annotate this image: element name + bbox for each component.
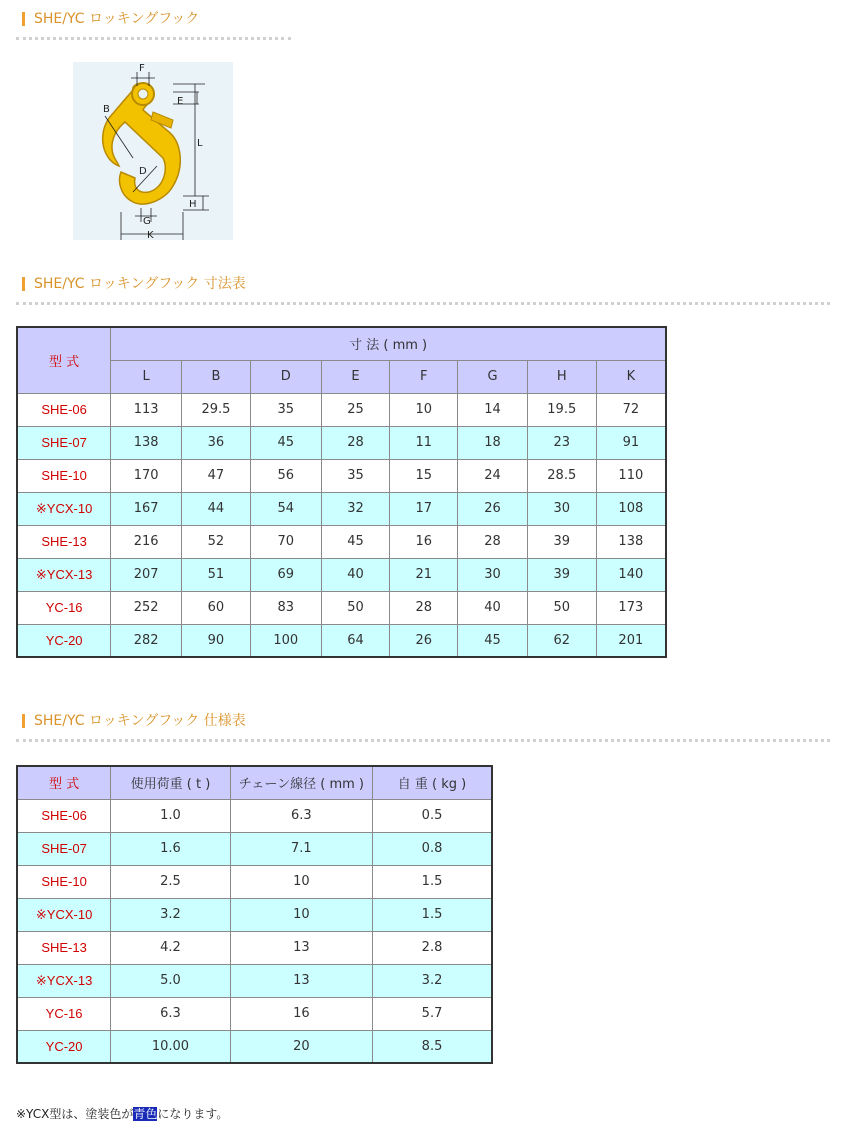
- divider: [16, 37, 291, 40]
- value-cell: 32: [321, 492, 390, 525]
- model-cell: SHE-10: [17, 459, 111, 492]
- model-cell: SHE-06: [17, 393, 111, 426]
- dimension-group-header: 寸 法 ( mm ): [111, 327, 666, 360]
- value-cell: 90: [182, 624, 251, 657]
- model-cell: YC-20: [17, 1030, 111, 1063]
- table-row: [17, 492, 666, 525]
- value-cell: 173: [596, 591, 666, 624]
- value-cell: 16: [390, 525, 458, 558]
- column-header-f: F: [390, 360, 458, 393]
- value-cell: 201: [596, 624, 666, 657]
- value-cell: 170: [111, 459, 182, 492]
- value-cell: 52: [182, 525, 251, 558]
- value-cell: 5.0: [111, 964, 231, 997]
- value-cell: 45: [321, 525, 390, 558]
- value-cell: 4.2: [111, 931, 231, 964]
- value-cell: 39: [527, 525, 596, 558]
- column-header-h: H: [527, 360, 596, 393]
- value-cell: 282: [111, 624, 182, 657]
- note-highlight: 青色: [133, 1107, 158, 1121]
- value-cell: 13: [230, 964, 372, 997]
- model-cell: ※YCX-13: [17, 558, 111, 591]
- value-cell: 17: [390, 492, 458, 525]
- value-cell: 45: [250, 426, 321, 459]
- dim-label-h: H: [189, 199, 197, 210]
- value-cell: 11: [390, 426, 458, 459]
- column-header: 自 重 ( kg ): [373, 766, 492, 799]
- table-row: [17, 624, 666, 657]
- value-cell: 60: [182, 591, 251, 624]
- note-suffix: になります。: [157, 1107, 229, 1121]
- value-cell: 28: [390, 591, 458, 624]
- value-cell: 83: [250, 591, 321, 624]
- model-cell: YC-20: [17, 624, 111, 657]
- column-header: チェーン線径 ( mm ): [230, 766, 372, 799]
- model-cell: YC-16: [17, 997, 111, 1030]
- value-cell: 50: [527, 591, 596, 624]
- value-cell: 45: [458, 624, 528, 657]
- model-cell: SHE-06: [17, 799, 111, 832]
- note: [16, 1105, 228, 1122]
- value-cell: 30: [527, 492, 596, 525]
- column-header-b: B: [182, 360, 251, 393]
- dimension-table: [16, 326, 667, 658]
- value-cell: 216: [111, 525, 182, 558]
- value-cell: 62: [527, 624, 596, 657]
- value-cell: 21: [390, 558, 458, 591]
- value-cell: 26: [390, 624, 458, 657]
- figure-section-title: SHE/YC ロッキングフック: [22, 12, 199, 26]
- dim-label-l: L: [197, 138, 203, 149]
- spec-section-title: SHE/YC ロッキングフック 仕様表: [22, 714, 246, 728]
- column-header: 使用荷重 ( t ): [111, 766, 231, 799]
- value-cell: 3.2: [373, 964, 492, 997]
- value-cell: 19.5: [527, 393, 596, 426]
- value-cell: 13: [230, 931, 372, 964]
- dim-label-e: E: [177, 96, 184, 107]
- value-cell: 18: [458, 426, 528, 459]
- model-cell: SHE-13: [17, 525, 111, 558]
- table-row: [17, 1030, 492, 1063]
- value-cell: 28: [321, 426, 390, 459]
- value-cell: 25: [321, 393, 390, 426]
- value-cell: 51: [182, 558, 251, 591]
- model-cell: ※YCX-10: [17, 898, 111, 931]
- table-row: [17, 832, 492, 865]
- value-cell: 110: [596, 459, 666, 492]
- spec-table: [16, 765, 493, 1064]
- value-cell: 3.2: [111, 898, 231, 931]
- value-cell: 0.5: [373, 799, 492, 832]
- value-cell: 6.3: [111, 997, 231, 1030]
- value-cell: 16: [230, 997, 372, 1030]
- value-cell: 10: [230, 898, 372, 931]
- value-cell: 10: [230, 865, 372, 898]
- value-cell: 47: [182, 459, 251, 492]
- divider: [16, 302, 830, 305]
- model-cell: YC-16: [17, 591, 111, 624]
- table-row: [17, 525, 666, 558]
- value-cell: 5.7: [373, 997, 492, 1030]
- value-cell: 207: [111, 558, 182, 591]
- value-cell: 56: [250, 459, 321, 492]
- column-header-d: D: [250, 360, 321, 393]
- table-row: [17, 865, 492, 898]
- value-cell: 72: [596, 393, 666, 426]
- hook-diagram: [73, 62, 233, 240]
- value-cell: 1.0: [111, 799, 231, 832]
- value-cell: 39: [527, 558, 596, 591]
- model-header: 型 式: [17, 327, 111, 393]
- value-cell: 35: [321, 459, 390, 492]
- value-cell: 36: [182, 426, 251, 459]
- value-cell: 140: [596, 558, 666, 591]
- value-cell: 28: [458, 525, 528, 558]
- column-header-l: L: [111, 360, 182, 393]
- divider: [16, 739, 830, 742]
- value-cell: 50: [321, 591, 390, 624]
- table-row: [17, 964, 492, 997]
- value-cell: 2.8: [373, 931, 492, 964]
- value-cell: 28.5: [527, 459, 596, 492]
- value-cell: 1.6: [111, 832, 231, 865]
- table-row: [17, 426, 666, 459]
- table-row: [17, 898, 492, 931]
- value-cell: 0.8: [373, 832, 492, 865]
- value-cell: 15: [390, 459, 458, 492]
- dim-label-f: F: [139, 63, 145, 74]
- value-cell: 23: [527, 426, 596, 459]
- model-cell: SHE-07: [17, 832, 111, 865]
- table-row: [17, 591, 666, 624]
- dim-label-g: G: [143, 216, 151, 227]
- value-cell: 10: [390, 393, 458, 426]
- value-cell: 108: [596, 492, 666, 525]
- value-cell: 54: [250, 492, 321, 525]
- model-cell: SHE-13: [17, 931, 111, 964]
- value-cell: 1.5: [373, 865, 492, 898]
- value-cell: 40: [321, 558, 390, 591]
- value-cell: 14: [458, 393, 528, 426]
- table-row: [17, 997, 492, 1030]
- value-cell: 6.3: [230, 799, 372, 832]
- table-row: [17, 393, 666, 426]
- model-cell: ※YCX-13: [17, 964, 111, 997]
- model-cell: SHE-07: [17, 426, 111, 459]
- value-cell: 26: [458, 492, 528, 525]
- value-cell: 20: [230, 1030, 372, 1063]
- value-cell: 8.5: [373, 1030, 492, 1063]
- value-cell: 138: [596, 525, 666, 558]
- value-cell: 91: [596, 426, 666, 459]
- value-cell: 1.5: [373, 898, 492, 931]
- value-cell: 70: [250, 525, 321, 558]
- value-cell: 35: [250, 393, 321, 426]
- value-cell: 138: [111, 426, 182, 459]
- table-row: [17, 931, 492, 964]
- column-header-k: K: [596, 360, 666, 393]
- model-cell: ※YCX-10: [17, 492, 111, 525]
- dim-label-k: K: [147, 230, 154, 240]
- value-cell: 24: [458, 459, 528, 492]
- value-cell: 113: [111, 393, 182, 426]
- value-cell: 2.5: [111, 865, 231, 898]
- value-cell: 64: [321, 624, 390, 657]
- model-cell: SHE-10: [17, 865, 111, 898]
- dim-section-title: SHE/YC ロッキングフック 寸法表: [22, 277, 246, 291]
- value-cell: 30: [458, 558, 528, 591]
- table-row: [17, 558, 666, 591]
- dim-label-b: B: [103, 104, 110, 115]
- column-header-g: G: [458, 360, 528, 393]
- table-row: [17, 459, 666, 492]
- value-cell: 100: [250, 624, 321, 657]
- note-prefix: ※YCX型は、塗装色が: [16, 1107, 134, 1121]
- value-cell: 44: [182, 492, 251, 525]
- value-cell: 29.5: [182, 393, 251, 426]
- dim-label-d: D: [139, 166, 147, 177]
- table-row: [17, 799, 492, 832]
- value-cell: 252: [111, 591, 182, 624]
- value-cell: 7.1: [230, 832, 372, 865]
- hook-eye-hole: [138, 89, 148, 99]
- model-header: 型 式: [17, 766, 111, 799]
- value-cell: 40: [458, 591, 528, 624]
- value-cell: 10.00: [111, 1030, 231, 1063]
- hook-drawing: [73, 62, 233, 240]
- value-cell: 167: [111, 492, 182, 525]
- value-cell: 69: [250, 558, 321, 591]
- column-header-e: E: [321, 360, 390, 393]
